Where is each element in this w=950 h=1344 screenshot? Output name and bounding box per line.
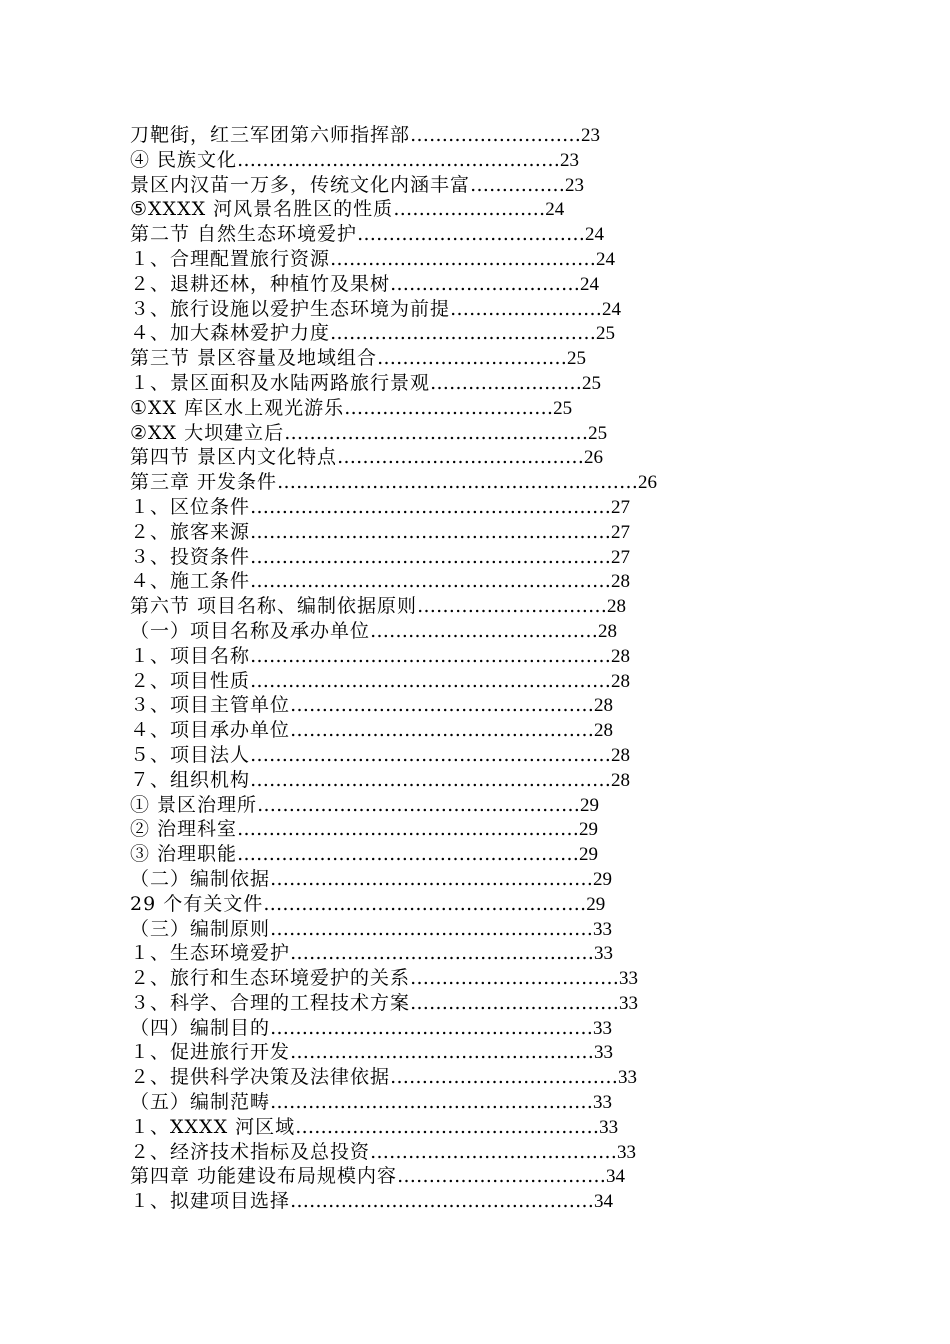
- toc-entry-title: ５、项目法人: [130, 743, 251, 766]
- toc-entry: [130, 892, 657, 917]
- toc-entry-title: ２、经济技术指标及总投资: [130, 1140, 371, 1163]
- toc-leader-dots: ……………………………………………: [270, 917, 594, 940]
- toc-entry: [130, 817, 657, 842]
- toc-entry: [130, 1016, 657, 1041]
- toc-entry: [130, 247, 657, 272]
- toc-leader-dots: ………………………………………………: [237, 818, 580, 841]
- toc-page-number: 29: [580, 794, 600, 816]
- toc-entry-title: （一）项目名称及承办单位: [130, 619, 371, 642]
- toc-page-number: 27: [611, 521, 631, 543]
- toc-entry: [130, 197, 657, 222]
- toc-page-number: 23: [565, 174, 585, 196]
- toc-entry-title: １、区位条件: [130, 495, 251, 518]
- toc-leader-dots: ……………………………………………: [270, 867, 594, 890]
- toc-page-number: 33: [618, 1067, 638, 1089]
- toc-entry: [130, 793, 657, 818]
- toc-page-number: 28: [611, 645, 631, 667]
- toc-entry-title: ２、旅客来源: [130, 520, 251, 543]
- toc-page-number: 33: [594, 943, 614, 965]
- toc-entry: [130, 693, 657, 718]
- toc-leader-dots: …………………………: [377, 347, 568, 370]
- toc-entry: [130, 768, 657, 793]
- toc-leader-dots: ………………………………: [390, 1066, 619, 1089]
- toc-page-number: 29: [593, 868, 613, 890]
- toc-entry: [130, 272, 657, 297]
- toc-page-number: 33: [593, 1017, 613, 1039]
- toc-entry: [130, 1140, 657, 1165]
- toc-entry-title: ７、组织机构: [130, 768, 251, 791]
- toc-entry-title: 第三章 开发条件: [130, 471, 278, 494]
- toc-page-number: 28: [611, 571, 631, 593]
- toc-entry: [130, 1189, 657, 1214]
- toc-entry: [130, 346, 657, 371]
- toc-entry: [130, 445, 657, 470]
- toc-leader-dots: ……………………………: [397, 1165, 607, 1188]
- toc-entry-title: １、生态环境爱护: [130, 942, 291, 965]
- toc-leader-dots: ……………………………………………: [270, 1091, 594, 1114]
- toc-entry: [130, 321, 657, 346]
- toc-entry: [130, 520, 657, 545]
- toc-entry-title: １、合理配置旅行资源: [130, 247, 331, 270]
- toc-entry-title: （三）编制原则: [130, 917, 271, 940]
- toc-leader-dots: …………………………………………: [290, 1190, 595, 1213]
- toc-entry-title: 第四章 功能建设布局规模内容: [130, 1165, 398, 1188]
- toc-entry-title: １、拟建项目选择: [130, 1190, 291, 1213]
- toc-page-number: 26: [584, 447, 604, 469]
- toc-entry-title: ２、退耕还林，种植竹及果树: [130, 272, 391, 295]
- toc-leader-dots: …………………………………………………: [277, 471, 639, 494]
- toc-entry: [130, 396, 657, 421]
- toc-entry: [130, 297, 657, 322]
- toc-entry-title: ２、项目性质: [130, 669, 251, 692]
- toc-entry: [130, 222, 657, 247]
- toc-leader-dots: ………………………………: [370, 619, 599, 642]
- toc-page-number: 28: [611, 744, 631, 766]
- toc-leader-dots: ……………………: [393, 198, 546, 221]
- toc-entry: [130, 1164, 657, 1189]
- toc-leader-dots: …………………………………………………: [250, 669, 612, 692]
- toc-page-number: 24: [596, 248, 616, 270]
- toc-page-number: 34: [606, 1166, 626, 1188]
- toc-entry-title: １、项目名称: [130, 644, 251, 667]
- toc-entry: [130, 941, 657, 966]
- toc-entry-title: １、促进旅行开发: [130, 1041, 291, 1064]
- toc-entry-title: １、XXXX 河区域: [130, 1115, 296, 1138]
- toc-page-number: 34: [594, 1191, 614, 1213]
- toc-leader-dots: …………………………………………: [290, 694, 595, 717]
- toc-leader-dots: ………………………………: [357, 223, 586, 246]
- toc-leader-dots: ………………………: [410, 124, 582, 146]
- toc-page-number: 28: [607, 596, 627, 618]
- toc-page-number: 27: [611, 546, 631, 568]
- toc-entry-title: 第三节 景区容量及地域组合: [130, 347, 378, 370]
- toc-page-number: 28: [598, 620, 618, 642]
- toc-leader-dots: …………………………………………: [295, 1115, 600, 1138]
- toc-page-number: 33: [619, 968, 639, 990]
- toc-leader-dots: …………………………………: [370, 1140, 618, 1163]
- toc-entry: [130, 173, 657, 198]
- toc-page-number: 24: [580, 273, 600, 295]
- table-of-contents: [130, 123, 657, 1214]
- toc-page-number: 33: [593, 918, 613, 940]
- toc-entry: [130, 966, 657, 991]
- toc-leader-dots: ……………………………………: [330, 247, 597, 270]
- toc-leader-dots: ……………………………: [410, 991, 620, 1014]
- toc-page-number: 33: [619, 992, 639, 1014]
- toc-entry-title: ４、项目承办单位: [130, 719, 291, 742]
- toc-page-number: 28: [611, 769, 631, 791]
- toc-entry-title: 刀靶街，红三军团第六师指挥部: [130, 124, 411, 146]
- toc-entry-title: ４、施工条件: [130, 570, 251, 593]
- toc-entry-title: 第六节 项目名称、编制依据原则: [130, 595, 418, 618]
- toc-entry-title: ３、项目主管单位: [130, 694, 291, 717]
- toc-entry: [130, 669, 657, 694]
- toc-page-number: 25: [582, 372, 602, 394]
- toc-leader-dots: …………………………………………: [290, 719, 595, 742]
- toc-page-number: 25: [596, 323, 616, 345]
- toc-leader-dots: …………………………: [390, 272, 581, 295]
- toc-leader-dots: …………………………………………………: [250, 768, 612, 791]
- toc-entry: [130, 644, 657, 669]
- toc-leader-dots: …………………………………………………: [250, 570, 612, 593]
- toc-entry: [130, 470, 657, 495]
- toc-page-number: 24: [602, 298, 622, 320]
- toc-entry: [130, 495, 657, 520]
- toc-leader-dots: ……………………………………: [330, 322, 597, 345]
- toc-leader-dots: …………………………: [417, 595, 608, 618]
- toc-leader-dots: ………………………………………………: [237, 843, 580, 866]
- toc-entry: [130, 148, 657, 173]
- toc-entry-title: ⑤XXXX 河风景名胜区的性质: [130, 198, 394, 221]
- toc-entry: [130, 1090, 657, 1115]
- toc-entry: [130, 1065, 657, 1090]
- toc-entry-title: （五）编制范畴: [130, 1091, 271, 1114]
- toc-leader-dots: …………………………………………………: [250, 743, 612, 766]
- toc-leader-dots: ……………………………………………: [257, 793, 581, 816]
- toc-entry: [130, 569, 657, 594]
- toc-page-number: 25: [553, 397, 573, 419]
- toc-page-number: 33: [599, 1116, 619, 1138]
- toc-entry-title: （四）编制目的: [130, 1016, 271, 1039]
- toc-page-number: 26: [638, 472, 658, 494]
- toc-page-number: 28: [594, 695, 614, 717]
- toc-entry-title: ①XX 库区水上观光游乐: [130, 396, 345, 419]
- toc-page-number: 24: [545, 199, 565, 221]
- toc-page-number: 29: [579, 819, 599, 841]
- toc-entry: [130, 594, 657, 619]
- toc-page-number: 33: [594, 1042, 614, 1064]
- toc-entry: [130, 421, 657, 446]
- toc-entry-title: 29 个有关文件: [130, 892, 264, 915]
- toc-entry-title: ２、旅行和生态环境爱护的关系: [130, 967, 411, 990]
- toc-entry: [130, 1115, 657, 1140]
- toc-entry: [130, 718, 657, 743]
- toc-page-number: 25: [567, 348, 587, 370]
- toc-leader-dots: ……………………………………………: [270, 1016, 594, 1039]
- toc-page-number: 33: [617, 1141, 637, 1163]
- toc-entry-title: ②XX 大坝建立后: [130, 421, 285, 444]
- toc-page-number: 23: [560, 149, 580, 171]
- toc-entry: [130, 842, 657, 867]
- toc-entry: [130, 371, 657, 396]
- toc-page-number: 25: [588, 422, 608, 444]
- toc-leader-dots: ……………………………………………: [237, 148, 561, 171]
- toc-page-number: 24: [585, 224, 605, 246]
- toc-leader-dots: ……………: [470, 173, 566, 196]
- toc-entry-title: ４、加大森林爱护力度: [130, 322, 331, 345]
- toc-entry-title: ③ 治理职能: [130, 843, 238, 866]
- toc-page-number: 28: [611, 670, 631, 692]
- toc-entry-title: ① 景区治理所: [130, 793, 258, 816]
- toc-page-number: 27: [611, 496, 631, 518]
- toc-entry-title: ３、投资条件: [130, 545, 251, 568]
- toc-entry: [130, 619, 657, 644]
- toc-page-number: 29: [586, 893, 606, 915]
- toc-leader-dots: ……………………………………………: [263, 892, 587, 915]
- toc-entry-title: 景区内汉苗一万多，传统文化内涵丰富: [130, 173, 471, 196]
- toc-page-number: 28: [594, 720, 614, 742]
- toc-entry: [130, 991, 657, 1016]
- toc-entry-title: ３、科学、合理的工程技术方案: [130, 991, 411, 1014]
- toc-leader-dots: …………………………………………………: [250, 644, 612, 667]
- toc-entry-title: ２、提供科学决策及法律依据: [130, 1066, 391, 1089]
- toc-leader-dots: …………………………………………………: [250, 545, 612, 568]
- toc-entry-title: １、景区面积及水陆两路旅行景观: [130, 371, 431, 394]
- toc-entry-title: 第四节 景区内文化特点: [130, 446, 338, 469]
- toc-leader-dots: ……………………: [430, 371, 583, 394]
- toc-entry: [130, 867, 657, 892]
- toc-leader-dots: …………………………………: [337, 446, 585, 469]
- toc-page-number: 23: [581, 125, 601, 146]
- toc-entry: [130, 545, 657, 570]
- toc-entry: [130, 123, 657, 148]
- toc-leader-dots: ……………………: [450, 297, 603, 320]
- toc-leader-dots: ……………………………: [344, 396, 554, 419]
- toc-page-number: 33: [593, 1092, 613, 1114]
- toc-leader-dots: …………………………………………: [290, 942, 595, 965]
- toc-leader-dots: …………………………………………………: [250, 520, 612, 543]
- toc-leader-dots: ……………………………: [410, 967, 620, 990]
- toc-leader-dots: …………………………………………: [284, 421, 589, 444]
- toc-entry: [130, 743, 657, 768]
- toc-entry-title: ④ 民族文化: [130, 148, 238, 171]
- toc-entry-title: ② 治理科室: [130, 818, 238, 841]
- toc-leader-dots: …………………………………………………: [250, 495, 612, 518]
- toc-entry: [130, 1040, 657, 1065]
- toc-entry-title: ３、旅行设施以爱护生态环境为前提: [130, 297, 451, 320]
- toc-entry-title: （二）编制依据: [130, 867, 271, 890]
- toc-entry: [130, 917, 657, 942]
- toc-page-number: 29: [579, 844, 599, 866]
- toc-leader-dots: …………………………………………: [290, 1041, 595, 1064]
- toc-entry-title: 第二节 自然生态环境爱护: [130, 223, 358, 246]
